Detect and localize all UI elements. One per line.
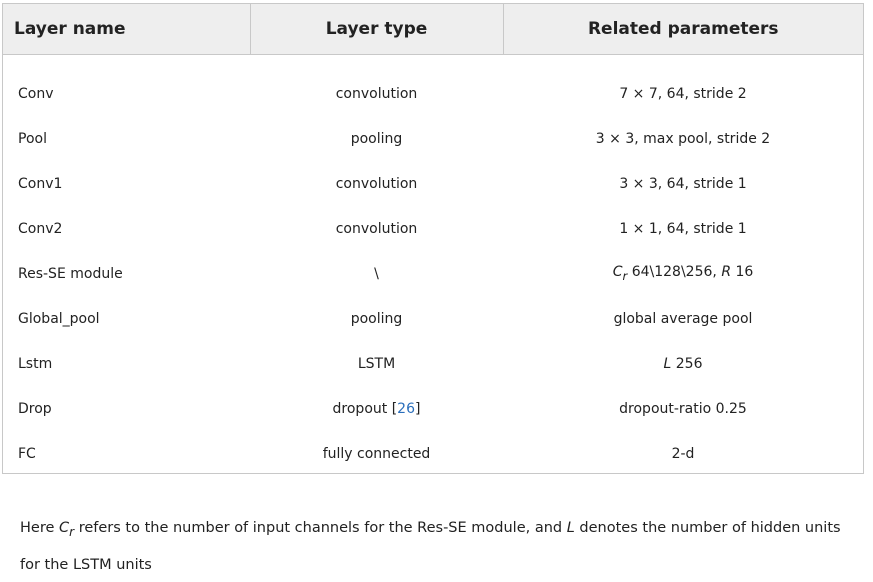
table-row xyxy=(3,431,863,476)
cell-layer-type: convolution xyxy=(335,175,418,192)
cell-layer-name: Conv xyxy=(18,85,54,102)
footnote-part2: refers to the number of input channels for the Res-SE module, and xyxy=(74,520,567,536)
params-tail-text: 16 xyxy=(731,264,754,281)
math-sub-r: r xyxy=(622,268,628,283)
cell-parameters: 7 × 7, 64, stride 2 xyxy=(619,85,747,102)
params-tail-text: 256 xyxy=(671,355,703,372)
footnote-var-c: C xyxy=(59,520,70,536)
footnote-sub-r: r xyxy=(69,524,75,539)
table-row xyxy=(3,55,863,117)
type-text: dropout [ xyxy=(332,400,398,417)
citation-link[interactable]: 26 xyxy=(397,400,415,417)
table-footnote xyxy=(20,512,850,582)
math-var-l: L xyxy=(663,355,672,372)
cell-parameters: 1 × 1, 64, stride 1 xyxy=(619,220,747,237)
math-var-r: R xyxy=(721,264,732,281)
header-layer-name: Layer name xyxy=(3,4,250,55)
params-mid-text: 64\128\256, xyxy=(627,264,722,281)
cell-parameters xyxy=(503,251,863,296)
header-layer-type: Layer type xyxy=(250,4,503,55)
table-header-row xyxy=(3,4,863,55)
cell-layer-type xyxy=(250,386,503,431)
header-related-parameters: Related parameters xyxy=(503,4,863,55)
cell-layer-name: Lstm xyxy=(18,355,53,372)
cell-layer-name: Pool xyxy=(18,130,47,147)
cell-layer-type: \ xyxy=(374,265,379,282)
cell-layer-name: FC xyxy=(18,445,36,462)
cell-parameters: dropout-ratio 0.25 xyxy=(619,400,747,417)
parameters-table xyxy=(3,4,863,476)
cell-parameters: global average pool xyxy=(613,310,753,327)
footnote-part1: Here xyxy=(20,520,59,536)
cell-layer-type: LSTM xyxy=(357,355,396,372)
table-row xyxy=(3,116,863,161)
cell-parameters: 3 × 3, 64, stride 1 xyxy=(619,175,747,192)
cell-parameters: 2-d xyxy=(671,445,695,462)
cell-layer-name: Conv1 xyxy=(18,175,63,192)
table-row xyxy=(3,206,863,251)
math-var-c: C xyxy=(612,264,623,281)
cell-layer-name: Drop xyxy=(18,400,52,417)
cell-layer-name: Res-SE module xyxy=(18,265,123,282)
cell-layer-type: convolution xyxy=(335,220,418,237)
parameters-table-container xyxy=(2,3,864,474)
table-row xyxy=(3,296,863,341)
type-close-bracket: ] xyxy=(415,400,421,417)
footnote-part3: denotes the number of hidden units for the LSTM units xyxy=(20,520,841,573)
cell-layer-type: pooling xyxy=(350,130,403,147)
table-row xyxy=(3,386,863,431)
cell-parameters xyxy=(503,341,863,386)
cell-layer-type: pooling xyxy=(350,310,403,327)
table-row xyxy=(3,341,863,386)
table-row xyxy=(3,161,863,206)
cell-layer-name: Global_pool xyxy=(18,310,100,327)
cell-layer-type: convolution xyxy=(335,85,418,102)
footnote-var-l: L xyxy=(566,520,575,536)
cell-layer-type: fully connected xyxy=(322,445,431,462)
cell-layer-name: Conv2 xyxy=(18,220,63,237)
table-row xyxy=(3,251,863,296)
cell-parameters: 3 × 3, max pool, stride 2 xyxy=(595,130,771,147)
